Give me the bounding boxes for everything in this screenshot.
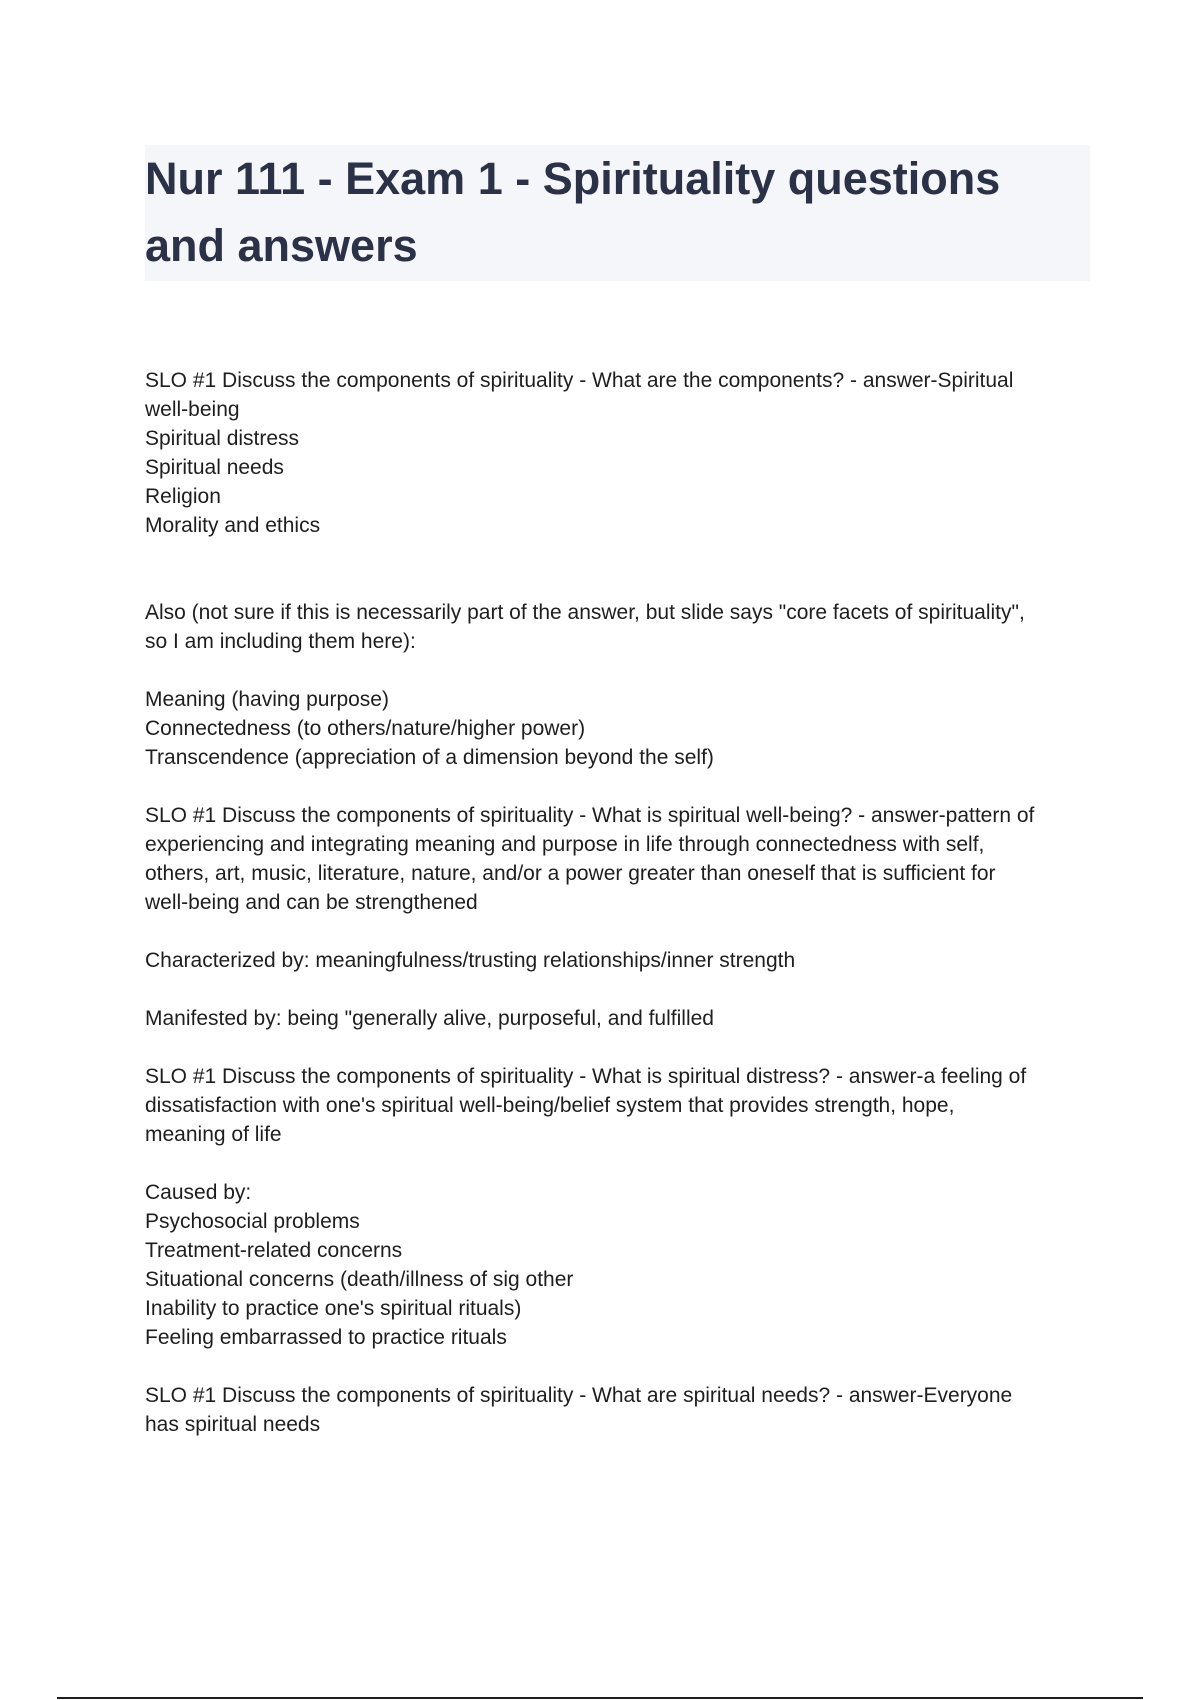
text-line: Spiritual needs: [145, 456, 284, 479]
text-line: has spiritual needs: [145, 1413, 321, 1436]
title-line: Nur 111 - Exam 1 - Spirituality questions: [145, 153, 1001, 204]
qa-block-components: [145, 366, 1090, 540]
text-line: well-being and can be strengthened: [145, 891, 478, 914]
caused-by-list: [145, 1178, 1090, 1352]
text-line: so I am including them here):: [145, 630, 416, 653]
text-line: Morality and ethics: [145, 514, 321, 537]
text-line: Feeling embarrassed to practice rituals: [145, 1326, 507, 1349]
document-title: [145, 145, 1090, 279]
title-box: [145, 145, 1090, 281]
text-line: dissatisfaction with one's spiritual well-being/belief system that provides strength, hope,: [145, 1094, 955, 1117]
title-line: and answers: [145, 220, 418, 271]
text-line: Treatment-related concerns: [145, 1239, 403, 1262]
manifested-by: [145, 1004, 1090, 1033]
text-line: Psychosocial problems: [145, 1210, 360, 1233]
text-line: Religion: [145, 485, 221, 508]
text-line: Inability to practice one's spiritual rituals): [145, 1297, 522, 1320]
text-line: SLO #1 Discuss the components of spirituality - What are spiritual needs? - answer-Everyone: [145, 1384, 1013, 1407]
text-line: others, art, music, literature, nature, and/or a power greater than oneself that is sufficient for: [145, 862, 996, 885]
text-line: meaning of life: [145, 1123, 282, 1146]
text-line: Transcendence (appreciation of a dimension beyond the self): [145, 746, 714, 769]
text-line: Spiritual distress: [145, 427, 300, 450]
text-line: SLO #1 Discuss the components of spirituality - What is spiritual distress? - answer-a feeling of: [145, 1065, 1027, 1088]
text-line: SLO #1 Discuss the components of spirituality - What are the components? - answer-Spiritual: [145, 369, 1014, 392]
text-line: Characterized by: meaningfulness/trusting relationships/inner strength: [145, 949, 796, 972]
text-line: Meaning (having purpose): [145, 688, 389, 711]
text-line: SLO #1 Discuss the components of spirituality - What is spiritual well-being? - answer-pattern of: [145, 804, 1035, 827]
text-line: Also (not sure if this is necessarily part of the answer, but slide says "core facets of spirituality",: [145, 601, 1025, 624]
document-body: [145, 366, 1090, 1439]
facets-list: [145, 685, 1090, 772]
text-line: Caused by:: [145, 1181, 252, 1204]
qa-block-needs: [145, 1381, 1090, 1439]
qa-block-distress: [145, 1062, 1090, 1149]
footer-divider: [57, 1697, 1143, 1699]
text-line: experiencing and integrating meaning and purpose in life through connectedness with self,: [145, 833, 985, 856]
qa-block-well-being: [145, 801, 1090, 917]
text-line: well-being: [145, 398, 240, 421]
characterized-by: [145, 946, 1090, 975]
text-line: Connectedness (to others/nature/higher power): [145, 717, 586, 740]
text-line: Manifested by: being "generally alive, purposeful, and fulfilled: [145, 1007, 714, 1030]
text-line: Situational concerns (death/illness of sig other: [145, 1268, 574, 1291]
note-block: [145, 598, 1090, 656]
